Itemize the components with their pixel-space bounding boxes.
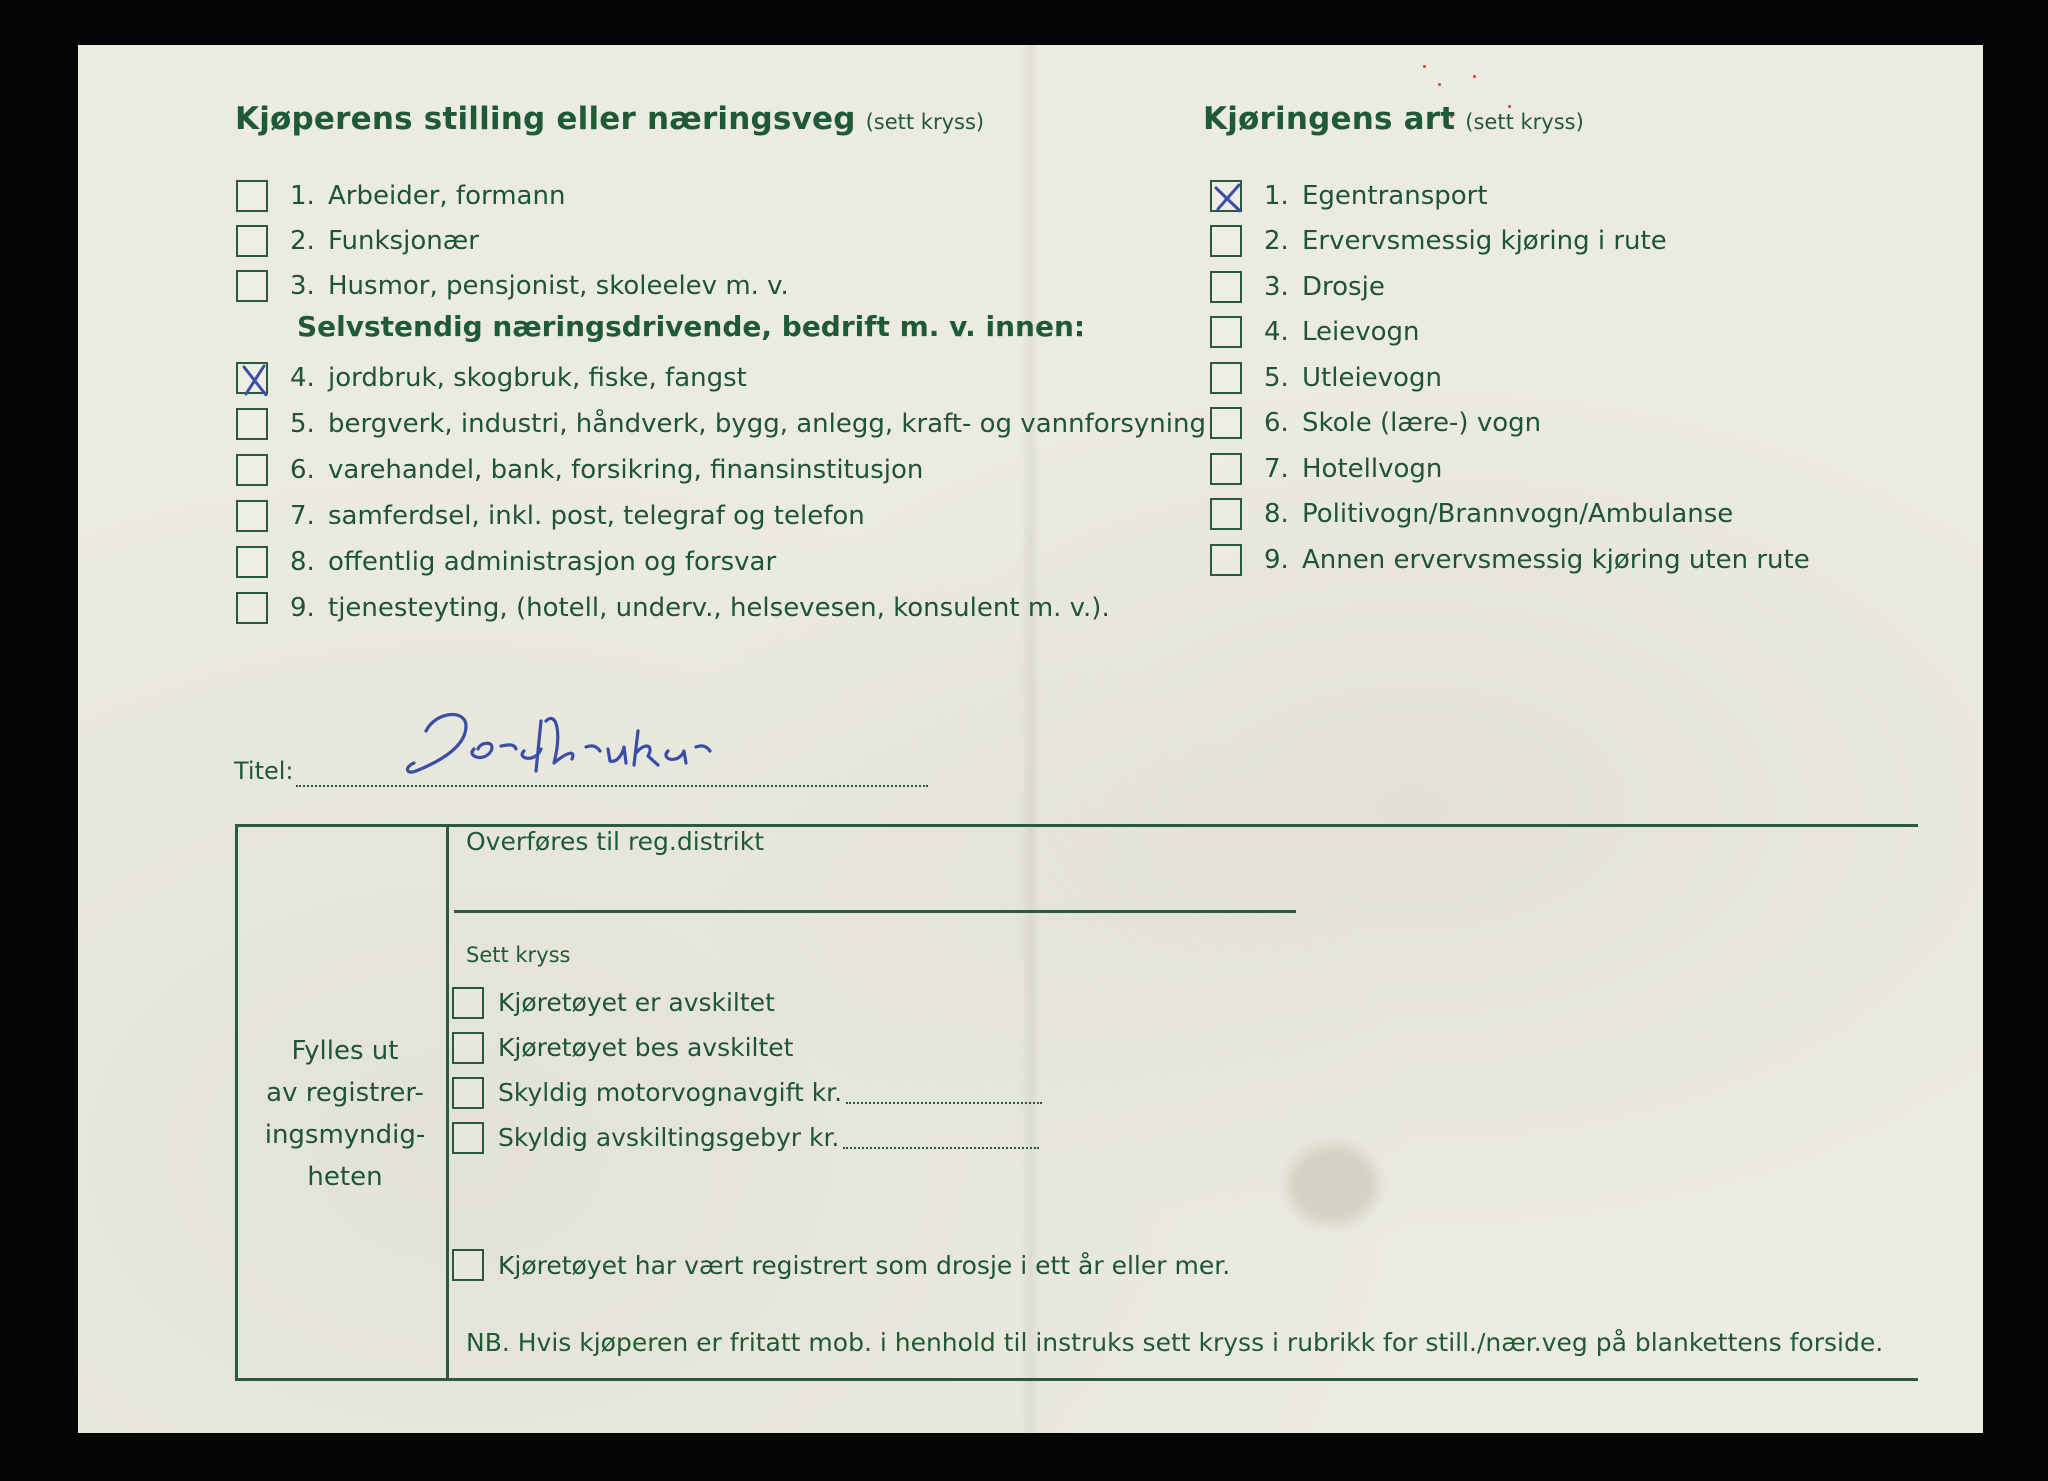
red-speck xyxy=(1423,65,1426,68)
occupation-item-9[interactable] xyxy=(236,585,1206,631)
reg-authority-label xyxy=(240,1030,450,1198)
checkbox[interactable] xyxy=(1210,407,1242,439)
left-items-bottom xyxy=(236,355,1206,631)
checkbox[interactable] xyxy=(1210,544,1242,576)
checkbox[interactable] xyxy=(452,987,484,1019)
item-number: 8. xyxy=(290,547,315,577)
occupation-item-1[interactable] xyxy=(236,173,789,218)
item-number: 6. xyxy=(1264,408,1289,439)
reg-checks xyxy=(452,980,1042,1160)
item-number: 3. xyxy=(1264,271,1289,302)
checkbox[interactable] xyxy=(1210,271,1242,303)
driving-item-3[interactable] xyxy=(1210,264,1810,310)
reg-check-vehicle-fee[interactable] xyxy=(452,1070,1042,1115)
right-title-note: (sett kryss) xyxy=(1465,110,1584,134)
driving-item-1[interactable] xyxy=(1210,173,1810,219)
checkbox-checked[interactable] xyxy=(236,362,268,394)
taxi-check-row xyxy=(452,1245,1230,1285)
item-label: offentlig administrasjon og forsvar xyxy=(328,547,777,577)
left-title-note: (sett kryss) xyxy=(865,110,985,134)
item-label: bergverk, industri, håndverk, bygg, anlegg, kraft- og vannforsyning xyxy=(328,409,1206,439)
check-label: Skyldig motorvognavgift kr. xyxy=(498,1078,843,1107)
driving-item-6[interactable] xyxy=(1210,401,1810,447)
right-items xyxy=(1210,173,1810,583)
stain xyxy=(1288,1145,1378,1225)
reg-label-line: heten xyxy=(307,1162,383,1192)
reg-box-left-border xyxy=(235,824,238,1381)
red-speck xyxy=(1438,83,1441,86)
right-title-text: Kjøringens art xyxy=(1203,101,1456,137)
occupation-item-3[interactable] xyxy=(236,263,789,308)
occupation-item-5[interactable] xyxy=(236,401,1206,447)
reg-label-line: av registrer- xyxy=(266,1078,424,1108)
titel-label: Titel: xyxy=(234,757,294,785)
titel-value xyxy=(320,713,325,714)
item-label: Drosje xyxy=(1302,271,1385,302)
item-number: 9. xyxy=(1264,544,1289,575)
checkbox[interactable] xyxy=(236,454,268,486)
item-number: 8. xyxy=(1264,499,1289,530)
item-label: tjenesteyting, (hotell, underv., helsevesen, konsulent m. v.). xyxy=(328,593,1110,623)
transfer-label: Overføres til reg.distrikt xyxy=(466,827,765,856)
plate-fee-amount-field[interactable] xyxy=(843,1127,1039,1149)
checkbox[interactable] xyxy=(1210,498,1242,530)
handwritten-title-signature xyxy=(396,701,836,791)
occupation-item-6[interactable] xyxy=(236,447,1206,493)
item-label: Egentransport xyxy=(1302,180,1488,211)
item-label: Arbeider, formann xyxy=(328,180,566,211)
fee-amount-field[interactable] xyxy=(846,1082,1042,1104)
occupation-item-2[interactable] xyxy=(236,218,789,263)
checkbox[interactable] xyxy=(236,225,268,257)
checkbox[interactable] xyxy=(452,1032,484,1064)
cross-mark-icon xyxy=(238,364,270,396)
check-label: Skyldig avskiltingsgebyr kr. xyxy=(498,1123,840,1152)
item-label: Leievogn xyxy=(1302,317,1420,348)
item-label: Utleievogn xyxy=(1302,362,1442,393)
reg-label-line: Fylles ut xyxy=(291,1036,399,1066)
checkbox[interactable] xyxy=(236,408,268,440)
item-number: 3. xyxy=(290,270,315,301)
item-label: Ervervsmessig kjøring i rute xyxy=(1302,226,1667,257)
left-title-text: Kjøperens stilling eller næringsveg xyxy=(235,101,856,137)
reg-check-deregistered[interactable] xyxy=(452,980,1042,1025)
item-number: 4. xyxy=(290,363,315,393)
checkbox[interactable] xyxy=(452,1249,484,1281)
item-label: Husmor, pensjonist, skoleelev m. v. xyxy=(328,270,789,301)
item-number: 2. xyxy=(290,225,315,256)
checkbox[interactable] xyxy=(1210,362,1242,394)
item-label: Funksjonær xyxy=(328,225,479,256)
checkbox[interactable] xyxy=(452,1077,484,1109)
checkbox[interactable] xyxy=(236,270,268,302)
check-label: Kjøretøyet er avskiltet xyxy=(498,988,775,1017)
nb-note: NB. Hvis kjøperen er fritatt mob. i henhold til instruks sett kryss i rubrikk for still./nær.veg på blankettens forside. xyxy=(466,1328,1884,1357)
driving-item-7[interactable] xyxy=(1210,446,1810,492)
item-number: 7. xyxy=(1264,453,1289,484)
driving-item-8[interactable] xyxy=(1210,492,1810,538)
item-label: Hotellvogn xyxy=(1302,453,1443,484)
check-label: Kjøretøyet bes avskiltet xyxy=(498,1033,794,1062)
checkbox[interactable] xyxy=(236,180,268,212)
item-number: 2. xyxy=(1264,226,1289,257)
item-label: varehandel, bank, forsikring, finansinstitusjon xyxy=(328,455,924,485)
occupation-item-4[interactable] xyxy=(236,355,1206,401)
transfer-line[interactable] xyxy=(454,910,1296,913)
checkbox[interactable] xyxy=(236,500,268,532)
item-label: Annen ervervsmessig kjøring uten rute xyxy=(1302,544,1810,575)
checkbox[interactable] xyxy=(1210,225,1242,257)
cross-mark-icon xyxy=(1212,182,1244,214)
checkbox[interactable] xyxy=(1210,316,1242,348)
item-number: 5. xyxy=(290,409,315,439)
item-number: 9. xyxy=(290,593,315,623)
reg-check-plate-fee[interactable] xyxy=(452,1115,1042,1160)
item-number: 5. xyxy=(1264,362,1289,393)
checkbox[interactable] xyxy=(1210,453,1242,485)
checkbox[interactable] xyxy=(236,546,268,578)
item-number: 1. xyxy=(290,180,315,211)
item-number: 7. xyxy=(290,501,315,531)
item-label: Politivogn/Brannvogn/Ambulanse xyxy=(1302,499,1734,530)
item-label: jordbruk, skogbruk, fiske, fangst xyxy=(328,363,747,393)
red-speck xyxy=(1473,75,1476,78)
item-label: Skole (lære-) vogn xyxy=(1302,408,1542,439)
form-sheet xyxy=(78,45,1983,1433)
checkbox-checked[interactable] xyxy=(1210,180,1242,212)
right-section-title xyxy=(1203,101,1584,137)
driving-item-5[interactable] xyxy=(1210,355,1810,401)
left-items-top xyxy=(236,173,789,308)
item-number: 1. xyxy=(1264,180,1289,211)
driving-item-2[interactable] xyxy=(1210,219,1810,265)
reg-check-taxi[interactable] xyxy=(452,1245,1230,1285)
cross-label: Sett kryss xyxy=(466,943,571,967)
driving-item-4[interactable] xyxy=(1210,310,1810,356)
reg-check-request-deregister[interactable] xyxy=(452,1025,1042,1070)
item-number: 6. xyxy=(290,455,315,485)
item-number: 4. xyxy=(1264,317,1289,348)
left-section-title xyxy=(235,101,984,137)
checkbox[interactable] xyxy=(452,1122,484,1154)
reg-box-bottom-border xyxy=(235,1378,1918,1381)
occupation-item-7[interactable] xyxy=(236,493,1206,539)
driving-item-9[interactable] xyxy=(1210,537,1810,583)
check-label: Kjøretøyet har vært registrert som drosje i ett år eller mer. xyxy=(498,1250,1231,1280)
self-employed-subheading: Selvstendig næringsdrivende, bedrift m. v. innen: xyxy=(297,310,1086,343)
item-label: samferdsel, inkl. post, telegraf og telefon xyxy=(328,501,865,531)
reg-label-line: ingsmyndig- xyxy=(264,1120,426,1150)
occupation-item-8[interactable] xyxy=(236,539,1206,585)
checkbox[interactable] xyxy=(236,592,268,624)
